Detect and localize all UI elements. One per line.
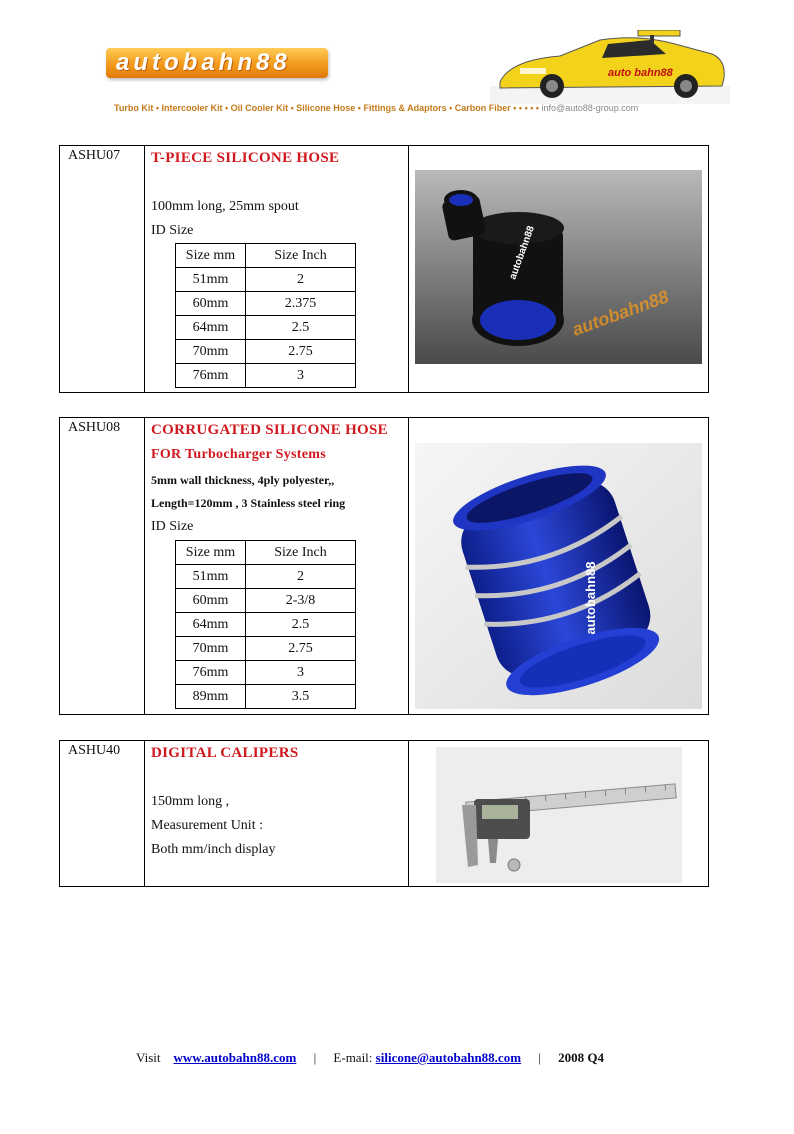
product-description-cell <box>145 741 409 886</box>
product-code: ASHU07 <box>68 148 121 163</box>
table-row <box>176 364 356 388</box>
product-spec: 5mm wall thickness, 4ply polyester,, <box>151 473 335 487</box>
product-code-cell <box>60 146 145 392</box>
cell-inch: 3.5 <box>246 685 356 709</box>
cell-inch: 2.75 <box>246 637 356 661</box>
email-link[interactable]: silicone@autobahn88.com <box>375 1050 522 1065</box>
svg-text:autobahn88: autobahn88 <box>582 561 598 635</box>
product-code: ASHU08 <box>68 420 121 435</box>
table-row <box>176 340 356 364</box>
cell-mm: 76mm <box>176 661 246 685</box>
tagline <box>114 103 638 113</box>
product-image-cell <box>409 418 708 714</box>
visit-label: Visit <box>136 1050 161 1065</box>
size-table <box>175 243 356 388</box>
product-code: ASHU40 <box>68 743 121 758</box>
product-spec: Both mm/inch display <box>151 842 276 857</box>
cell-mm: 70mm <box>176 340 246 364</box>
product-spec: 150mm long , <box>151 794 230 809</box>
cell-mm: 51mm <box>176 565 246 589</box>
header-size-mm: Size mm <box>176 541 246 565</box>
cell-mm: 70mm <box>176 637 246 661</box>
header-banner <box>88 26 738 122</box>
product-description-cell <box>145 418 409 714</box>
website-link[interactable]: www.autobahn88.com <box>173 1050 297 1065</box>
rally-car-image <box>490 30 730 104</box>
cell-mm: 76mm <box>176 364 246 388</box>
header-size-inch: Size Inch <box>246 541 356 565</box>
product-title: T-PIECE SILICONE HOSE <box>151 150 340 166</box>
cell-mm: 60mm <box>176 589 246 613</box>
cell-inch: 2.375 <box>246 292 356 316</box>
email-label: E-mail: <box>333 1050 373 1065</box>
brand-logo: autobahn88 <box>116 49 291 76</box>
product-image-cell <box>409 146 708 392</box>
footer <box>136 1050 604 1066</box>
table-row <box>176 661 356 685</box>
table-row <box>176 268 356 292</box>
cell-mm: 64mm <box>176 613 246 637</box>
product-spec: Length=120mm , 3 Stainless steel ring <box>151 496 346 510</box>
corrugated-hose-photo <box>415 443 702 709</box>
cell-inch: 3 <box>246 364 356 388</box>
tagline-products: Turbo Kit • Intercooler Kit • Oil Cooler Kit • Silicone Hose • Fittings & Adaptors • Carbon Fiber <box>114 103 511 113</box>
header-size-inch: Size Inch <box>246 244 356 268</box>
table-row <box>176 589 356 613</box>
product-title: CORRUGATED SILICONE HOSE <box>151 422 388 438</box>
product-subtitle: FOR Turbocharger Systems <box>151 447 326 462</box>
product-ashu40 <box>59 740 709 887</box>
footer-separator: | <box>313 1050 317 1065</box>
footer-separator: | <box>538 1050 541 1065</box>
cell-inch: 3 <box>246 661 356 685</box>
svg-text:autobahn88: autobahn88 <box>507 224 538 282</box>
product-spec: 100mm long, 25mm spout <box>151 199 299 214</box>
cell-mm: 89mm <box>176 685 246 709</box>
id-size-label: ID Size <box>151 519 194 534</box>
product-code-cell <box>60 418 145 714</box>
cell-mm: 64mm <box>176 316 246 340</box>
cell-inch: 2.75 <box>246 340 356 364</box>
svg-text:auto bahn88: auto bahn88 <box>608 67 673 79</box>
size-table <box>175 540 356 709</box>
table-row <box>176 637 356 661</box>
product-spec: Measurement Unit : <box>151 818 263 833</box>
cell-inch: 2 <box>246 268 356 292</box>
tagline-dots: • • • • • <box>510 103 542 113</box>
table-row <box>176 685 356 709</box>
table-row <box>176 316 356 340</box>
tagline-email: info@auto88-group.com <box>541 103 639 113</box>
table-row <box>176 565 356 589</box>
product-description-cell <box>145 146 409 392</box>
product-ashu08 <box>59 417 709 715</box>
product-title: DIGITAL CALIPERS <box>151 745 299 761</box>
id-size-label: ID Size <box>151 223 194 238</box>
cell-mm: 51mm <box>176 268 246 292</box>
product-ashu07 <box>59 145 709 393</box>
table-row <box>176 613 356 637</box>
t-piece-hose-photo <box>415 170 702 364</box>
cell-inch: 2.5 <box>246 613 356 637</box>
digital-caliper-photo <box>436 747 682 883</box>
table-header-row <box>176 541 356 565</box>
cell-mm: 60mm <box>176 292 246 316</box>
table-header-row <box>176 244 356 268</box>
cell-inch: 2-3/8 <box>246 589 356 613</box>
cell-inch: 2.5 <box>246 316 356 340</box>
header-size-mm: Size mm <box>176 244 246 268</box>
product-image-cell <box>409 741 708 886</box>
product-code-cell <box>60 741 145 886</box>
cell-inch: 2 <box>246 565 356 589</box>
quarter-label: 2008 Q4 <box>558 1050 605 1065</box>
table-row <box>176 292 356 316</box>
svg-text:autobahn88: autobahn88 <box>569 286 672 340</box>
